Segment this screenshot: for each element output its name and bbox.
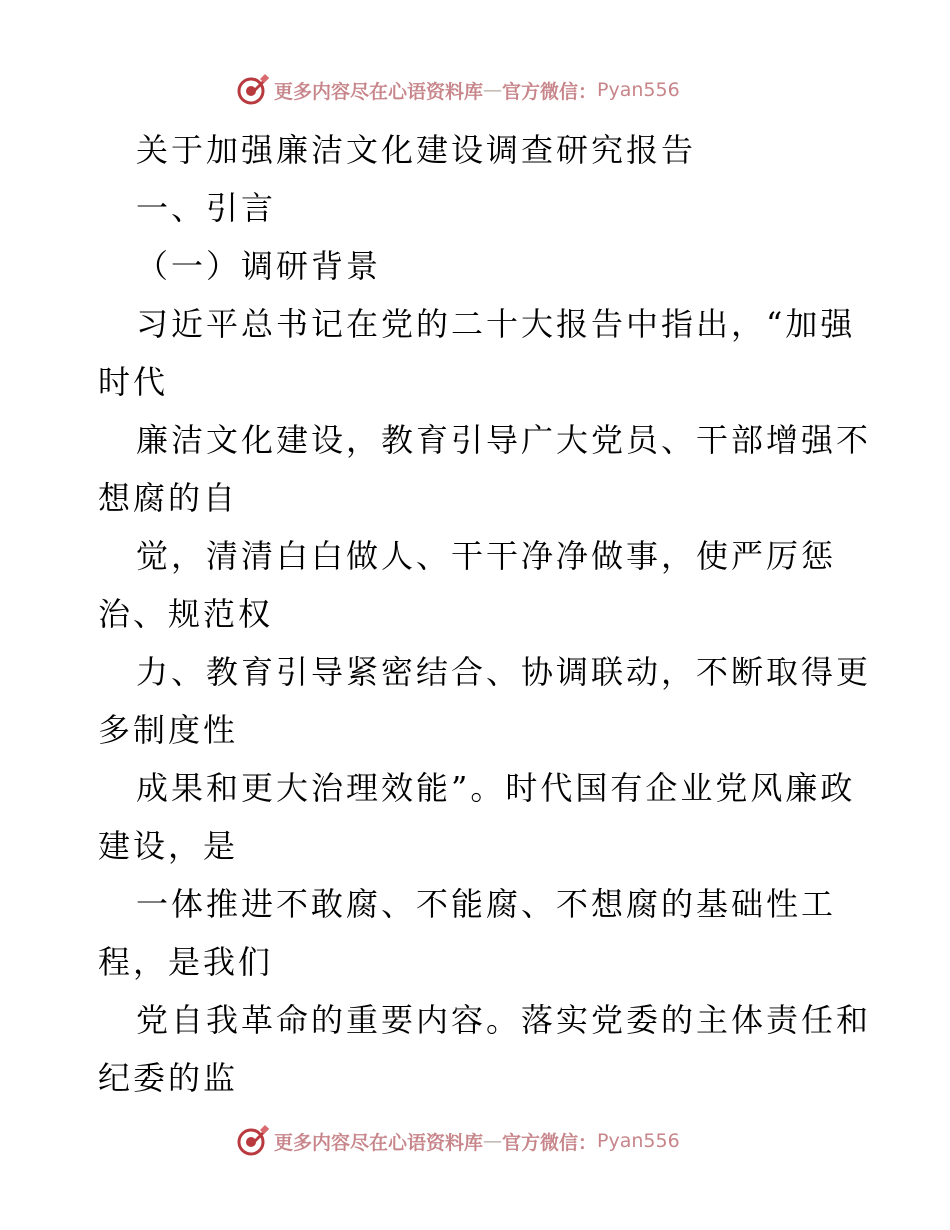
header-watermark bbox=[236, 73, 680, 107]
paragraph-line: 成果和更大治理效能”。时代国有企业党风廉政 bbox=[136, 769, 856, 807]
paragraph-line: 习近平总书记在党的二十大报告中指出，“加强 bbox=[136, 305, 856, 343]
paragraph-line: 程，是我们 bbox=[98, 943, 274, 981]
section-heading: 一、引言 bbox=[136, 189, 277, 227]
quill-seal-icon bbox=[236, 73, 270, 107]
watermark-separator: — bbox=[483, 79, 503, 101]
paragraph-line: 建设，是 bbox=[98, 827, 239, 865]
paragraph-line: 想腐的自 bbox=[98, 479, 239, 517]
paragraph-line: 觉，清清白白做人、干干净净做事，使严厉惩 bbox=[136, 537, 837, 575]
paragraph bbox=[98, 295, 872, 1107]
subsection-heading: （一）调研背景 bbox=[136, 247, 382, 285]
watermark-brand: 更多内容尽在心语资料库 bbox=[274, 80, 484, 103]
paragraph-line: 时代 bbox=[98, 363, 169, 401]
document-title: 关于加强廉洁文化建设调查研究报告 bbox=[136, 131, 697, 169]
paragraph-line: 多制度性 bbox=[98, 711, 239, 749]
paragraph-line: 治、规范权 bbox=[98, 595, 274, 633]
watermark-account: Pyan556 bbox=[597, 1130, 680, 1152]
document-body bbox=[98, 121, 872, 1107]
watermark-brand: 更多内容尽在心语资料库 bbox=[274, 1131, 484, 1154]
paragraph-line: 廉洁文化建设，教育引导广大党员、干部增强不 bbox=[136, 421, 872, 459]
watermark-separator: — bbox=[483, 1130, 503, 1152]
paragraph-line: 纪委的监 bbox=[98, 1059, 239, 1097]
paragraph-line: 力、教育引导紧密结合、协调联动，不断取得更 bbox=[136, 653, 872, 691]
paragraph-line: 一体推进不敢腐、不能腐、不想腐的基础性工 bbox=[136, 885, 837, 923]
footer-watermark bbox=[236, 1124, 680, 1158]
paragraph-line: 党自我革命的重要内容。落实党委的主体责任和 bbox=[136, 1001, 872, 1039]
quill-seal-icon bbox=[236, 1124, 270, 1158]
watermark-official: 官方微信： bbox=[502, 80, 598, 103]
watermark-official: 官方微信： bbox=[502, 1131, 598, 1154]
watermark-account: Pyan556 bbox=[597, 79, 680, 101]
